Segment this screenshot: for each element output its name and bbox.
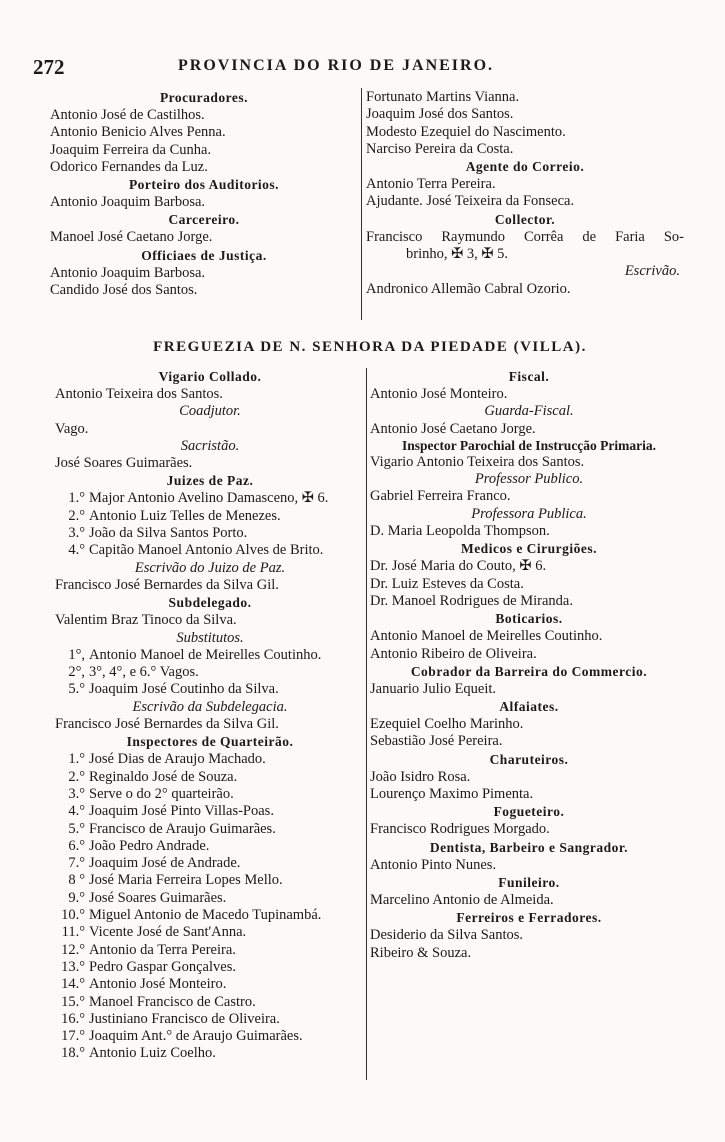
section-heading: Collector. bbox=[494, 211, 556, 227]
entry-name: Francisco de Araujo Guimarães. bbox=[89, 820, 276, 837]
entry-number: 9.° bbox=[68, 889, 85, 906]
entry-number: 17.° bbox=[61, 1028, 85, 1045]
name-entry: Sebastião José Pereira. bbox=[370, 733, 503, 750]
section-heading: Vigario Collado. bbox=[158, 369, 262, 384]
entry-number: 8 ° bbox=[68, 872, 85, 889]
numbered-entry bbox=[55, 942, 365, 959]
name-entry: Desiderio da Silva Santos. bbox=[370, 927, 524, 944]
name-entry: Antonio Joaquim Barbosa. bbox=[50, 264, 206, 281]
entry-name: Capitão Manoel Antonio Alves de Brito. bbox=[89, 542, 324, 559]
numbered-entry bbox=[55, 664, 365, 681]
entry-number: 1°, bbox=[68, 646, 85, 663]
section1-right-column bbox=[366, 89, 684, 298]
name-entry: Dr. Luiz Esteves da Costa. bbox=[370, 575, 524, 592]
section-heading: Dentista, Barbeiro e Sangrador. bbox=[429, 839, 629, 855]
section-heading: Fogueteiro. bbox=[493, 804, 565, 820]
entry-number: 5.° bbox=[68, 681, 85, 698]
numbered-entry bbox=[55, 1028, 365, 1045]
entry-number: 2.° bbox=[68, 768, 85, 785]
entry-name: Joaquim José Pinto Villas-Poas. bbox=[89, 803, 274, 820]
name-entry: Ezequiel Coelho Marinho. bbox=[370, 716, 524, 733]
page-header bbox=[33, 55, 683, 81]
numbered-entry bbox=[55, 855, 365, 872]
entry-number: 11.° bbox=[61, 924, 85, 941]
entry-name: João da Silva Santos Porto. bbox=[89, 525, 248, 542]
entry-number: 13.° bbox=[61, 958, 85, 975]
entry-number: 7.° bbox=[68, 855, 85, 872]
entry-name: Justiniano Francisco de Oliveira. bbox=[89, 1010, 280, 1027]
role-subheading: Substitutos. bbox=[176, 629, 244, 646]
section-heading: Inspectores de Quarteirão. bbox=[126, 734, 294, 750]
entry-continuation: brinho, ✠ 3, ✠ 5. bbox=[406, 246, 509, 263]
section2-left-column bbox=[55, 368, 365, 1063]
entry-name: Antonio da Terra Pereira. bbox=[89, 941, 236, 958]
name-entry: Vigario Antonio Teixeira dos Santos. bbox=[370, 453, 585, 470]
name-entry: Marcelino Antonio de Almeida. bbox=[370, 891, 554, 908]
section-heading: Medicos e Cirurgiões. bbox=[460, 541, 598, 557]
name-entry: Lourenço Maximo Pimenta. bbox=[370, 786, 534, 803]
role-subheading: Sacristão. bbox=[180, 437, 240, 454]
entry-name: Joaquim Ant.° de Araujo Guimarães. bbox=[89, 1028, 303, 1045]
name-entry: Antonio José Caetano Jorge. bbox=[370, 420, 536, 437]
section2-right-column bbox=[370, 368, 688, 962]
name-entry: Antonio José de Castilhos. bbox=[50, 107, 205, 123]
running-title: PROVINCIA DO RIO DE JANEIRO. bbox=[178, 57, 495, 74]
entry-number: 1.° bbox=[68, 751, 85, 768]
section-heading: Ferreiros e Ferradores. bbox=[456, 910, 602, 926]
name-entry: D. Maria Leopolda Thompson. bbox=[370, 523, 550, 540]
section-heading: Cobrador da Barreira do Commercio. bbox=[410, 663, 648, 679]
numbered-entry bbox=[55, 890, 365, 907]
entry-name: Miguel Antonio de Macedo Tupinambá. bbox=[89, 907, 322, 924]
name-entry: Modesto Ezequiel do Nascimento. bbox=[366, 123, 566, 140]
numbered-entry bbox=[55, 751, 365, 768]
entry-name: 3°, 4°, e 6.° Vagos. bbox=[89, 664, 199, 681]
name-entry: Francisco Rodrigues Morgado. bbox=[370, 821, 550, 838]
section-heading: Agente do Correio. bbox=[465, 159, 585, 175]
name-entry: Antonio Joaquim Barbosa. bbox=[50, 194, 206, 211]
numbered-entry bbox=[55, 838, 365, 855]
numbered-entry bbox=[55, 681, 365, 698]
entry-name: Reginaldo José de Souza. bbox=[89, 768, 238, 785]
entry-number: 4.° bbox=[68, 803, 85, 820]
section-heading: Boticarios. bbox=[495, 611, 563, 627]
name-entry: Manoel José Caetano Jorge. bbox=[50, 229, 213, 246]
entry-number: 14.° bbox=[61, 976, 85, 993]
section-heading: Subdelegado. bbox=[168, 595, 252, 611]
entry-number: 3.° bbox=[68, 785, 85, 802]
role-subheading: Professor Publico. bbox=[474, 471, 584, 488]
name-entry: Vago. bbox=[55, 420, 89, 437]
section-heading: Charuteiros. bbox=[489, 751, 569, 767]
name-entry: Januario Julio Equeit. bbox=[370, 680, 497, 697]
name-entry: José Soares Guimarães. bbox=[55, 455, 193, 472]
role-subheading: Guarda-Fiscal. bbox=[484, 403, 574, 420]
numbered-entry bbox=[55, 542, 365, 559]
name-entry: Narciso Pereira da Costa. bbox=[366, 140, 514, 157]
name-entry: Dr. José Maria do Couto, ✠ 6. bbox=[370, 558, 547, 575]
name-entry: Antonio José Monteiro. bbox=[370, 386, 508, 402]
name-entry: Valentim Braz Tinoco da Silva. bbox=[55, 612, 237, 629]
page-number: 272 bbox=[33, 55, 65, 79]
section-title: FREGUEZIA DE N. SENHORA DA PIEDADE (VILLA). bbox=[153, 339, 587, 355]
role-subheading: Escrivão do Juizo de Paz. bbox=[134, 559, 286, 576]
section-heading: Funileiro. bbox=[498, 874, 560, 890]
name-entry: Francisco José Bernardes da Silva Gil. bbox=[55, 716, 279, 733]
numbered-entry bbox=[55, 907, 365, 924]
entry-name: Vicente José de Sant'Anna. bbox=[89, 924, 247, 941]
numbered-entry bbox=[55, 976, 365, 993]
section-heading: Fiscal. bbox=[508, 369, 550, 384]
name-entry: Antonio Manoel de Meirelles Coutinho. bbox=[370, 628, 603, 645]
entry-name: Joaquim José Coutinho da Silva. bbox=[89, 681, 279, 698]
entry-name: Manoel Francisco de Castro. bbox=[89, 993, 256, 1010]
section-heading: Porteiro dos Auditorios. bbox=[128, 177, 280, 193]
role-subheading: Escrivão da Subdelegacia. bbox=[132, 698, 288, 715]
section-heading: Inspector Parochial de Instrucção Primaria. bbox=[401, 437, 657, 453]
name-entry: Antonio Pinto Nunes. bbox=[370, 856, 497, 873]
name-entry: Antonio Terra Pereira. bbox=[366, 176, 496, 193]
numbered-entry bbox=[55, 1011, 365, 1028]
entry-name: Joaquim José de Andrade. bbox=[89, 855, 241, 872]
section1-left-column bbox=[50, 89, 358, 299]
section-heading: Carcereiro. bbox=[168, 212, 240, 228]
role-subheading: Escrivão. bbox=[624, 263, 680, 280]
section-heading: Officiaes de Justiça. bbox=[141, 247, 267, 263]
numbered-entry bbox=[55, 490, 365, 507]
name-entry: Andronico Allemão Cabral Ozorio. bbox=[366, 280, 571, 297]
entry-number: 3.° bbox=[68, 525, 85, 542]
numbered-entry bbox=[55, 994, 365, 1011]
numbered-entry bbox=[55, 872, 365, 889]
entry-number: 2°, bbox=[68, 664, 85, 681]
name-entry: Antonio Benicio Alves Penna. bbox=[50, 124, 226, 141]
entry-name: José Soares Guimarães. bbox=[89, 889, 227, 906]
section-heading: Procuradores. bbox=[159, 90, 249, 105]
name-entry: Antonio Teixeira dos Santos. bbox=[55, 386, 223, 402]
numbered-entry bbox=[55, 1045, 365, 1062]
name-entry: Odorico Fernandes da Luz. bbox=[50, 158, 208, 175]
entry-number: 12.° bbox=[61, 941, 85, 958]
numbered-entry bbox=[55, 647, 365, 664]
entry-name: Serve o do 2° quarteirão. bbox=[89, 785, 234, 802]
name-entry: Ajudante. José Teixeira da Fonseca. bbox=[366, 193, 575, 210]
entry-name: Major Antonio Avelino Damasceno, ✠ 6. bbox=[89, 490, 329, 507]
name-entry: Gabriel Ferreira Franco. bbox=[370, 488, 511, 505]
name-entry: Antonio Ribeiro de Oliveira. bbox=[370, 645, 537, 662]
numbered-entry bbox=[55, 924, 365, 941]
numbered-entry bbox=[55, 769, 365, 786]
name-entry: Ribeiro & Souza. bbox=[370, 944, 472, 961]
entry-name: Antonio Luiz Coelho. bbox=[89, 1045, 216, 1062]
entry-number: 10.° bbox=[61, 907, 85, 924]
entry-number: 1.° bbox=[68, 490, 85, 507]
numbered-entry bbox=[55, 508, 365, 525]
entry-number: 5.° bbox=[68, 820, 85, 837]
entry-name: Pedro Gaspar Gonçalves. bbox=[89, 958, 236, 975]
name-entry: Candido José dos Santos. bbox=[50, 282, 198, 299]
section-heading: Juizes de Paz. bbox=[166, 473, 254, 489]
entry-name: João Pedro Andrade. bbox=[89, 837, 210, 854]
name-entry: Joaquim José dos Santos. bbox=[366, 106, 514, 123]
entry-number: 6.° bbox=[68, 837, 85, 854]
name-entry: Dr. Manoel Rodrigues de Miranda. bbox=[370, 592, 573, 609]
entry-number: 4.° bbox=[68, 542, 85, 559]
name-entry: Fortunato Martins Vianna. bbox=[366, 89, 520, 105]
name-entry: João Isidro Rosa. bbox=[370, 768, 471, 785]
entry-number: 2.° bbox=[68, 507, 85, 524]
name-entry: Francisco José Bernardes da Silva Gil. bbox=[55, 576, 279, 593]
entry-name: José Dias de Araujo Machado. bbox=[89, 751, 266, 768]
role-subheading: Professora Publica. bbox=[471, 505, 587, 522]
column-divider bbox=[366, 368, 367, 1080]
numbered-entry bbox=[55, 803, 365, 820]
entry-number: 15.° bbox=[61, 993, 85, 1010]
section-heading: Alfaiates. bbox=[499, 699, 559, 715]
numbered-entry bbox=[55, 786, 365, 803]
name-entry: Francisco Raymundo Corrêa de Faria So- bbox=[366, 228, 684, 245]
entry-name: Antonio Manoel de Meirelles Coutinho. bbox=[89, 646, 322, 663]
entry-number: 16.° bbox=[61, 1010, 85, 1027]
numbered-entry bbox=[55, 525, 365, 542]
name-entry: Joaquim Ferreira da Cunha. bbox=[50, 141, 212, 158]
entry-number: 18.° bbox=[61, 1045, 85, 1062]
entry-name: Antonio Luiz Telles de Menezes. bbox=[89, 507, 281, 524]
numbered-entry bbox=[55, 959, 365, 976]
entry-name: José Maria Ferreira Lopes Mello. bbox=[89, 872, 283, 889]
numbered-entry bbox=[55, 821, 365, 838]
column-divider bbox=[361, 88, 362, 320]
role-subheading: Coadjutor. bbox=[179, 403, 241, 420]
entry-name: Antonio José Monteiro. bbox=[89, 976, 227, 993]
